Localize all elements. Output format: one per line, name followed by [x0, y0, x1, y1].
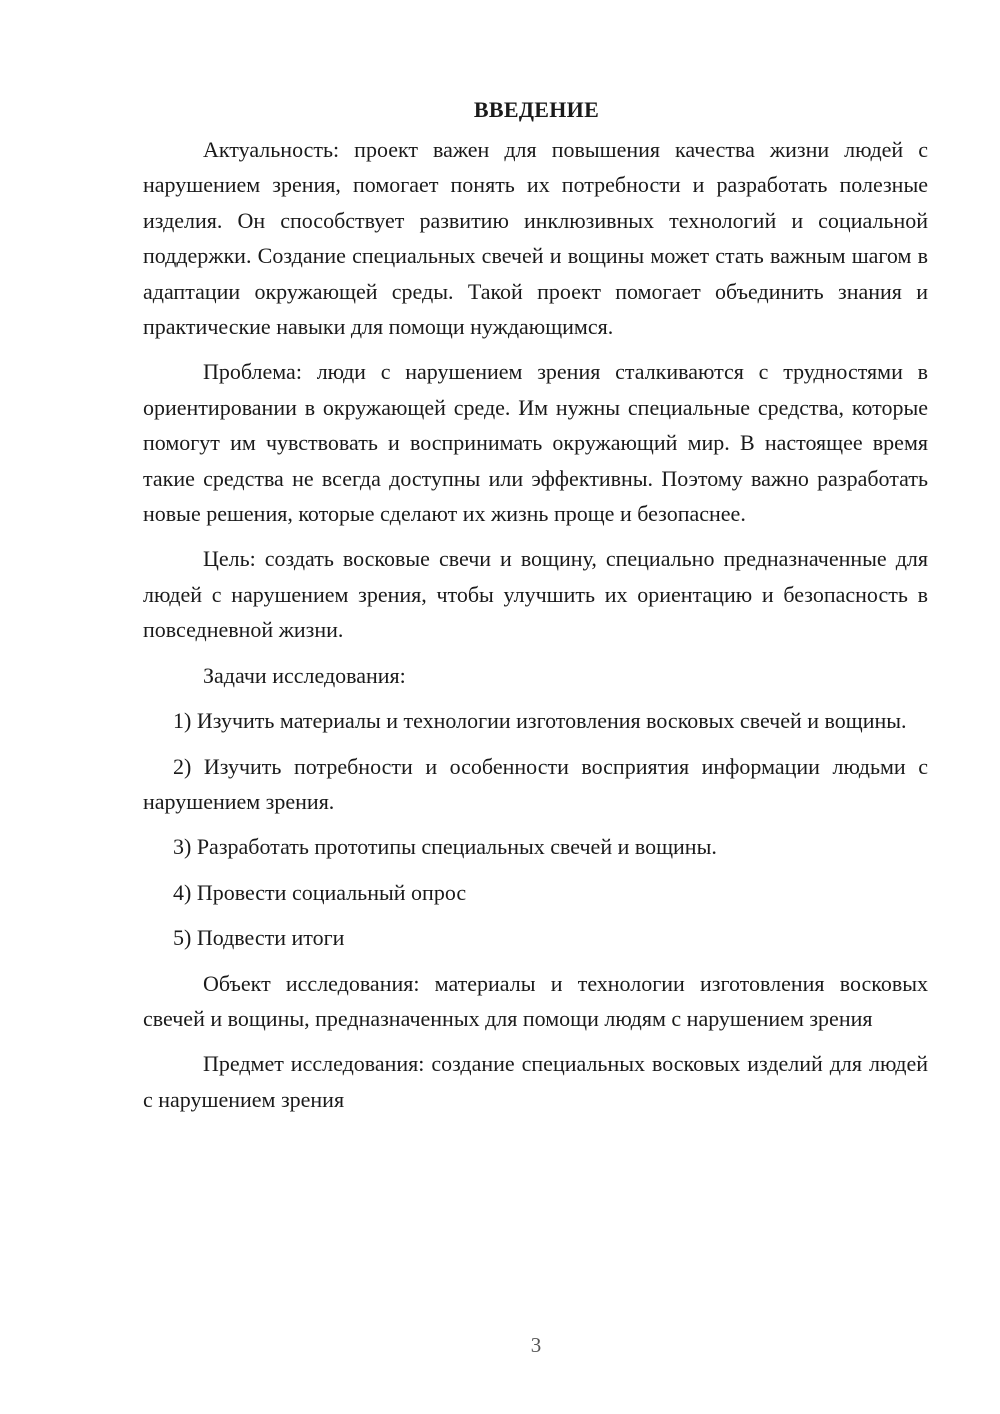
relevance-paragraph: Актуальность: проект важен для повышения качества жизни людей с нарушением зрения, помогает понять их потребности и разработать полезные изделия. Он способствует развитию инклюзивных технологий и социальной поддержки. Создание специальных свечей и вощины может стать важным шагом в адаптации окружающей среды. Такой проект помогает объединить знания и практические навыки для помощи нуждающимся. [143, 137, 928, 340]
goal-paragraph: Цель: создать восковые свечи и вощину, специально предназначенные для людей с нарушением зрения, чтобы улучшить их ориентацию и безопасность в повседневной жизни. [143, 546, 928, 643]
subject-paragraph: Предмет исследования: создание специальных восковых изделий для людей с нарушением зрения [143, 1051, 928, 1112]
list-item: 1) Изучить материалы и технологии изготовления восковых свечей и вощины. [173, 708, 907, 734]
document-page [143, 94, 928, 1127]
tasks-intro: Задачи исследования: [203, 662, 406, 688]
list-item: 4) Провести социальный опрос [173, 879, 467, 905]
list-item: 2) Изучить потребности и особенности восприятия информации людьми с нарушением зрения. [143, 753, 928, 814]
tasks-list [143, 703, 928, 955]
page-number: 3 [530, 1333, 542, 1357]
list-item: 5) Подвести итоги [173, 925, 345, 951]
problem-paragraph: Проблема: люди с нарушением зрения сталкиваются с трудностями в ориентировании в окружающей среде. Им нужны специальные средства, которые помогут им чувствовать и воспринимать окружающий мир. В настоящее время такие средства не всегда доступны или эффективны. Поэтому важно разработать новые решения, которые сделают их жизнь проще и безопаснее. [143, 359, 928, 527]
object-paragraph: Объект исследования: материалы и технологии изготовления восковых свечей и вощины, предназначенных для помощи людям с нарушением зрения [143, 970, 928, 1031]
list-item: 3) Разработать прототипы специальных свечей и вощины. [173, 834, 717, 860]
section-heading: ВВЕДЕНИЕ [473, 97, 600, 122]
